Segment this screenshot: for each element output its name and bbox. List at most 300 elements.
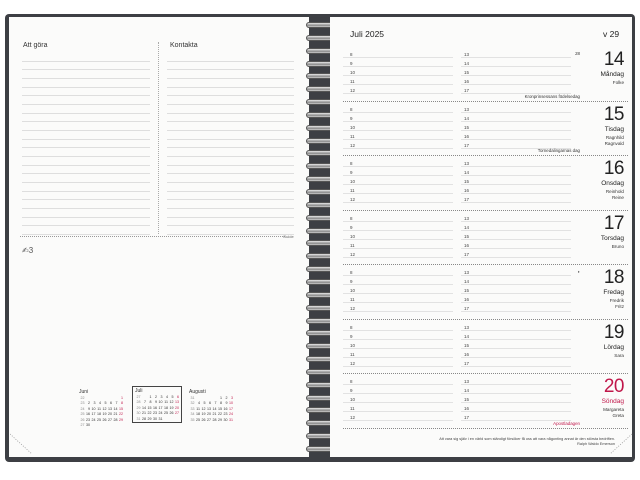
mini-calendar-august [189, 389, 233, 422]
date-cell: 25 [97, 417, 101, 422]
date-cell: 15 [119, 406, 123, 411]
hour-line [461, 330, 571, 331]
day-block[interactable] [343, 320, 628, 375]
date-cell: 23 [223, 412, 228, 417]
hour-line [461, 311, 571, 312]
ruled-line [167, 191, 294, 192]
name-day: Sara [614, 352, 624, 358]
date-cell: 10 [158, 400, 163, 405]
hour-line [343, 202, 453, 203]
section-divider [20, 236, 285, 237]
hour-label: 8 [350, 215, 353, 221]
hour-line [461, 402, 571, 403]
date-cell: 27 [108, 417, 112, 422]
hour-label: 13 [464, 106, 470, 112]
date-cell: 6 [209, 401, 211, 406]
hour-line [343, 175, 453, 176]
date-cell: 8 [149, 400, 152, 405]
guide-label: Guide [283, 234, 294, 239]
date-cell: 12 [169, 400, 174, 405]
hour-label: 8 [350, 161, 353, 166]
date-cell: 28 [142, 416, 146, 421]
mini-calendar-june [79, 389, 123, 427]
hour-line [461, 130, 571, 131]
ruled-line [22, 121, 150, 122]
todo-lines [22, 52, 150, 234]
column-divider [158, 42, 159, 234]
page-corner-right [610, 432, 634, 456]
hour-line [343, 348, 453, 349]
date-cell: 21 [113, 412, 118, 417]
hour-label: 12 [350, 306, 356, 311]
date-cell: 30 [153, 416, 157, 421]
weekday-label: Måndag [600, 71, 624, 78]
date-cell: 30 [223, 417, 228, 422]
date-cell: 9 [88, 406, 90, 411]
hour-line [343, 420, 453, 421]
day-block[interactable] [343, 374, 628, 429]
day-number: 16 [603, 158, 624, 179]
hour-line [461, 348, 571, 349]
ruled-line [167, 199, 294, 200]
hour-line [343, 411, 453, 412]
ruled-line [22, 234, 150, 235]
name-day: Greta [612, 413, 624, 418]
date-cell: 14 [113, 406, 118, 411]
date-cell: 4 [166, 395, 168, 399]
hour-label: 10 [350, 397, 356, 402]
hour-label: 17 [464, 360, 470, 366]
hour-label: 8 [350, 106, 353, 112]
hour-label: 16 [464, 242, 470, 248]
ruled-line [22, 199, 150, 200]
hour-label: 12 [350, 415, 356, 420]
date-cell: 13 [108, 406, 112, 411]
contacts-title: Kontakta [170, 42, 198, 49]
hour-label: 16 [464, 351, 470, 357]
ruled-line [22, 173, 150, 174]
hour-line [461, 248, 571, 249]
hour-line [343, 330, 453, 331]
hour-line [461, 121, 571, 122]
date-cell: 2 [225, 396, 228, 400]
date-cell: 10 [91, 406, 96, 411]
week-number-cell: 27 [80, 422, 85, 427]
date-cell: 14 [142, 405, 146, 410]
weekday-label: Torsdag [600, 234, 624, 242]
date-cell: 22 [119, 412, 123, 417]
ruled-line [22, 208, 150, 209]
mini-calendar-title: Augusti [189, 389, 206, 395]
hour-line [343, 384, 453, 385]
date-cell: 15 [218, 406, 222, 411]
hour-line [461, 384, 571, 385]
date-cell: 31 [229, 417, 233, 422]
hour-line [461, 357, 571, 358]
mini-calendar-grid [189, 396, 233, 422]
hour-label: 11 [350, 133, 355, 139]
date-cell [118, 423, 124, 427]
day-separator [343, 428, 628, 429]
date-cell: 7 [144, 400, 146, 405]
hour-label: 14 [464, 170, 470, 175]
hour-line [343, 84, 453, 85]
date-cell: 1 [220, 396, 222, 400]
hour-line [461, 284, 571, 285]
day-number: 18 [603, 267, 624, 288]
date-cell: 17 [229, 406, 233, 411]
hour-line [461, 193, 571, 194]
date-cell: 20 [175, 405, 179, 410]
date-cell: 25 [164, 411, 168, 416]
ruled-line [167, 173, 294, 174]
date-cell: 27 [175, 411, 179, 416]
day-block[interactable] [343, 156, 628, 211]
hour-line [461, 230, 571, 231]
week-number-cell: 29 [136, 405, 141, 410]
name-day: Folke [612, 80, 624, 85]
hour-label: 8 [350, 52, 353, 57]
hour-line [343, 357, 453, 358]
ruled-line [167, 156, 294, 157]
hour-line [461, 66, 571, 67]
day-number: 20 [603, 376, 624, 397]
date-cell: 29 [218, 417, 222, 422]
hour-label: 17 [464, 142, 470, 148]
hour-label: 16 [464, 188, 470, 193]
hour-line [343, 257, 453, 258]
hour-label: 12 [350, 142, 356, 148]
date-cell: 1 [149, 395, 152, 399]
hour-label: 16 [464, 133, 470, 139]
hour-line [343, 221, 453, 222]
date-cell: 18 [97, 412, 101, 417]
ruled-line [22, 113, 150, 114]
day-number: 19 [603, 321, 624, 343]
name-day: Fredrik [609, 298, 624, 303]
hour-label: 12 [350, 197, 356, 202]
week-number-cell: 33 [190, 406, 195, 411]
hour-label: 10 [350, 70, 356, 75]
hour-label: 13 [464, 161, 470, 166]
hour-line [343, 311, 453, 312]
ruled-line [22, 225, 150, 226]
hour-label: 11 [350, 242, 355, 248]
hour-line [343, 57, 453, 58]
date-cell: 24 [91, 417, 96, 422]
date-cell: 11 [196, 406, 200, 411]
week-number-cell: 31 [190, 396, 195, 400]
hour-line [343, 230, 453, 231]
mini-calendar-july [132, 386, 182, 423]
hour-label: 16 [464, 406, 470, 411]
hour-line [461, 202, 571, 203]
hour-line [343, 66, 453, 67]
day-marker: 28 [575, 51, 580, 56]
mini-calendar-grid [79, 396, 123, 427]
week-number-cell: 26 [80, 417, 85, 422]
date-cell: 16 [86, 412, 90, 417]
hour-label: 8 [350, 379, 353, 384]
hour-line [461, 184, 571, 185]
hour-line [461, 57, 571, 58]
ruled-line [22, 69, 150, 70]
day-event: Apostladagen [553, 420, 580, 426]
hour-line [343, 366, 453, 367]
date-cell: 7 [115, 401, 118, 406]
week-number-cell: 30 [136, 411, 141, 416]
hour-label: 11 [350, 188, 355, 193]
week-number-cell: 31 [136, 416, 141, 421]
hour-label: 17 [464, 306, 470, 311]
date-cell: 20 [108, 412, 112, 417]
hour-label: 10 [350, 124, 356, 130]
hour-line [343, 239, 453, 240]
hour-line [461, 393, 571, 394]
hour-label: 13 [464, 52, 470, 57]
ruled-line [167, 225, 294, 226]
ruled-line [167, 217, 294, 218]
hour-label: 17 [464, 197, 470, 202]
hour-line [343, 121, 453, 122]
hour-label: 14 [464, 279, 470, 284]
hour-label: 15 [464, 233, 470, 239]
hour-line [343, 293, 453, 294]
ruled-line [167, 69, 294, 70]
week-number-cell: 23 [80, 401, 85, 406]
hour-label: 9 [350, 61, 353, 66]
date-cell: 31 [158, 416, 163, 421]
date-cell: 19 [102, 412, 107, 417]
day-number: 14 [603, 49, 624, 70]
date-cell: 2 [155, 395, 157, 399]
ruled-line [22, 156, 150, 157]
hour-label: 14 [464, 61, 470, 66]
date-cell: 6 [110, 401, 112, 406]
ruled-line [22, 104, 150, 105]
hour-label: 11 [350, 406, 355, 411]
date-cell: 6 [177, 395, 179, 399]
quote-author: Ralph Waldo Emerson [577, 442, 615, 446]
hour-label: 9 [350, 115, 353, 121]
ruled-line [167, 95, 294, 96]
week-number-cell: 24 [80, 406, 85, 411]
hour-line [343, 393, 453, 394]
date-cell: 4 [99, 401, 101, 406]
mini-calendar-grid [135, 395, 179, 421]
date-cell: 24 [158, 411, 163, 416]
hour-label: 9 [350, 333, 353, 339]
date-cell: 29 [119, 417, 123, 422]
hour-label: 13 [464, 270, 470, 275]
day-block[interactable] [343, 211, 628, 266]
date-cell: 25 [196, 417, 200, 422]
hour-label: 10 [350, 179, 356, 184]
hour-label: 14 [464, 388, 470, 393]
hour-label: 12 [350, 251, 356, 257]
hour-line [461, 293, 571, 294]
name-day: Reinhold [605, 189, 624, 194]
contact-lines [167, 52, 294, 234]
hour-label: 13 [464, 215, 470, 221]
ruled-line [22, 87, 150, 88]
ruled-line [22, 217, 150, 218]
name-day: Reine [611, 195, 624, 200]
date-cell: 3 [93, 401, 96, 406]
weekday-label: Lördag [603, 343, 624, 351]
date-cell: 23 [86, 417, 90, 422]
date-cell: 30 [86, 422, 90, 427]
hour-line [461, 112, 571, 113]
ruled-line [22, 139, 150, 140]
day-event: Tornedalingarnas dag [537, 148, 580, 153]
date-cell: 17 [158, 405, 163, 410]
date-cell: 13 [207, 406, 211, 411]
date-cell: 29 [147, 416, 152, 421]
month-title: Juli 2025 [350, 29, 385, 39]
pen-icon: ✍︎3 [22, 246, 34, 255]
weekday-label: Fredag [603, 289, 624, 296]
date-cell: 22 [218, 412, 222, 417]
date-cell: 26 [169, 411, 174, 416]
ruled-line [22, 182, 150, 183]
week-number-cell: 28 [136, 400, 141, 405]
ruled-line [167, 208, 294, 209]
weekday-label: Onsdag [601, 180, 624, 187]
hour-label: 9 [350, 279, 353, 284]
date-cell: 23 [153, 411, 157, 416]
hour-label: 14 [464, 333, 470, 339]
ruled-line [167, 130, 294, 131]
date-cell: 1 [121, 396, 123, 400]
hour-line [343, 402, 453, 403]
date-cell: 20 [207, 412, 211, 417]
hour-line [343, 248, 453, 249]
weekday-label: Tisdag [604, 125, 624, 133]
week-number-cell: 34 [190, 412, 195, 417]
date-cell: 28 [212, 417, 217, 422]
date-cell: 12 [201, 406, 206, 411]
hour-label: 11 [350, 297, 355, 302]
ruled-line [167, 165, 294, 166]
name-day: Ragnvald [604, 140, 624, 146]
week-number-cell: 25 [80, 412, 85, 417]
date-cell: 19 [169, 405, 174, 410]
mini-calendar-title: Juli [135, 388, 143, 394]
date-cell: 9 [155, 400, 157, 405]
todo-title: Att göra [23, 42, 48, 49]
hour-label: 13 [464, 379, 470, 384]
hour-line [343, 75, 453, 76]
date-cell: 21 [212, 412, 217, 417]
date-cell: 16 [223, 406, 228, 411]
hour-label: 15 [464, 342, 470, 348]
ruled-line [22, 95, 150, 96]
hour-line [461, 239, 571, 240]
hour-line [461, 175, 571, 176]
hour-line [461, 84, 571, 85]
hour-label: 14 [464, 115, 470, 121]
date-cell: 2 [88, 401, 90, 406]
hour-line [343, 193, 453, 194]
hour-label: 10 [350, 342, 356, 348]
date-cell: 8 [121, 401, 123, 406]
hour-line [461, 302, 571, 303]
day-number: 17 [603, 212, 624, 234]
date-cell: 24 [229, 412, 233, 417]
date-cell: 26 [201, 417, 206, 422]
date-cell: 7 [214, 401, 217, 406]
date-cell: 3 [231, 396, 233, 400]
date-cell: 18 [164, 405, 168, 410]
date-cell: 17 [91, 412, 96, 417]
date-cell: 12 [102, 406, 107, 411]
date-cell: 11 [164, 400, 168, 405]
hour-label: 11 [350, 79, 355, 84]
ruled-line [22, 61, 150, 62]
date-cell: 19 [201, 412, 206, 417]
hour-line [343, 275, 453, 276]
day-event: Kronprinsessans födelsedag [524, 93, 580, 99]
hour-line [461, 366, 571, 367]
hour-line [461, 166, 571, 167]
ruled-line [22, 78, 150, 79]
hour-label: 17 [464, 415, 470, 420]
hour-label: 12 [350, 360, 356, 366]
hour-line [461, 75, 571, 76]
ruled-line [22, 165, 150, 166]
ruled-line [22, 130, 150, 131]
hour-label: 12 [350, 88, 356, 93]
name-day: Margareta [603, 407, 624, 412]
hour-label: 17 [464, 251, 470, 257]
date-cell: 28 [113, 417, 118, 422]
hour-line [343, 166, 453, 167]
week-number-cell: 27 [136, 395, 141, 399]
hour-label: 15 [464, 288, 470, 293]
quote-text: Att vara sig själv i en värld som ständigt försöker få oss att vara någonting annat är den största bedriften. [439, 437, 615, 441]
hour-line [461, 139, 571, 140]
date-cell: 5 [171, 395, 174, 399]
date-cell: 4 [198, 401, 200, 406]
hour-label: 17 [464, 88, 470, 93]
hour-label: 13 [464, 324, 470, 330]
ruled-line [22, 191, 150, 192]
ruled-line [167, 61, 294, 62]
ruled-line [167, 78, 294, 79]
date-cell: 21 [142, 411, 146, 416]
day-block[interactable] [343, 265, 628, 320]
ruled-line [167, 234, 294, 235]
hour-label: 15 [464, 124, 470, 130]
hour-label: 10 [350, 233, 356, 239]
day-block[interactable] [343, 47, 628, 102]
hour-label: 15 [464, 70, 470, 75]
date-cell: 3 [160, 395, 163, 399]
hour-line [343, 148, 453, 149]
name-day: Fritz [615, 304, 624, 309]
ruled-line [167, 113, 294, 114]
hour-label: 15 [464, 179, 470, 184]
ruled-line [167, 147, 294, 148]
hour-line [343, 184, 453, 185]
hour-line [461, 275, 571, 276]
hour-line [461, 339, 571, 340]
ruled-line [167, 121, 294, 122]
date-cell: 18 [196, 412, 200, 417]
day-block[interactable] [343, 102, 628, 157]
hour-label: 8 [350, 270, 353, 275]
